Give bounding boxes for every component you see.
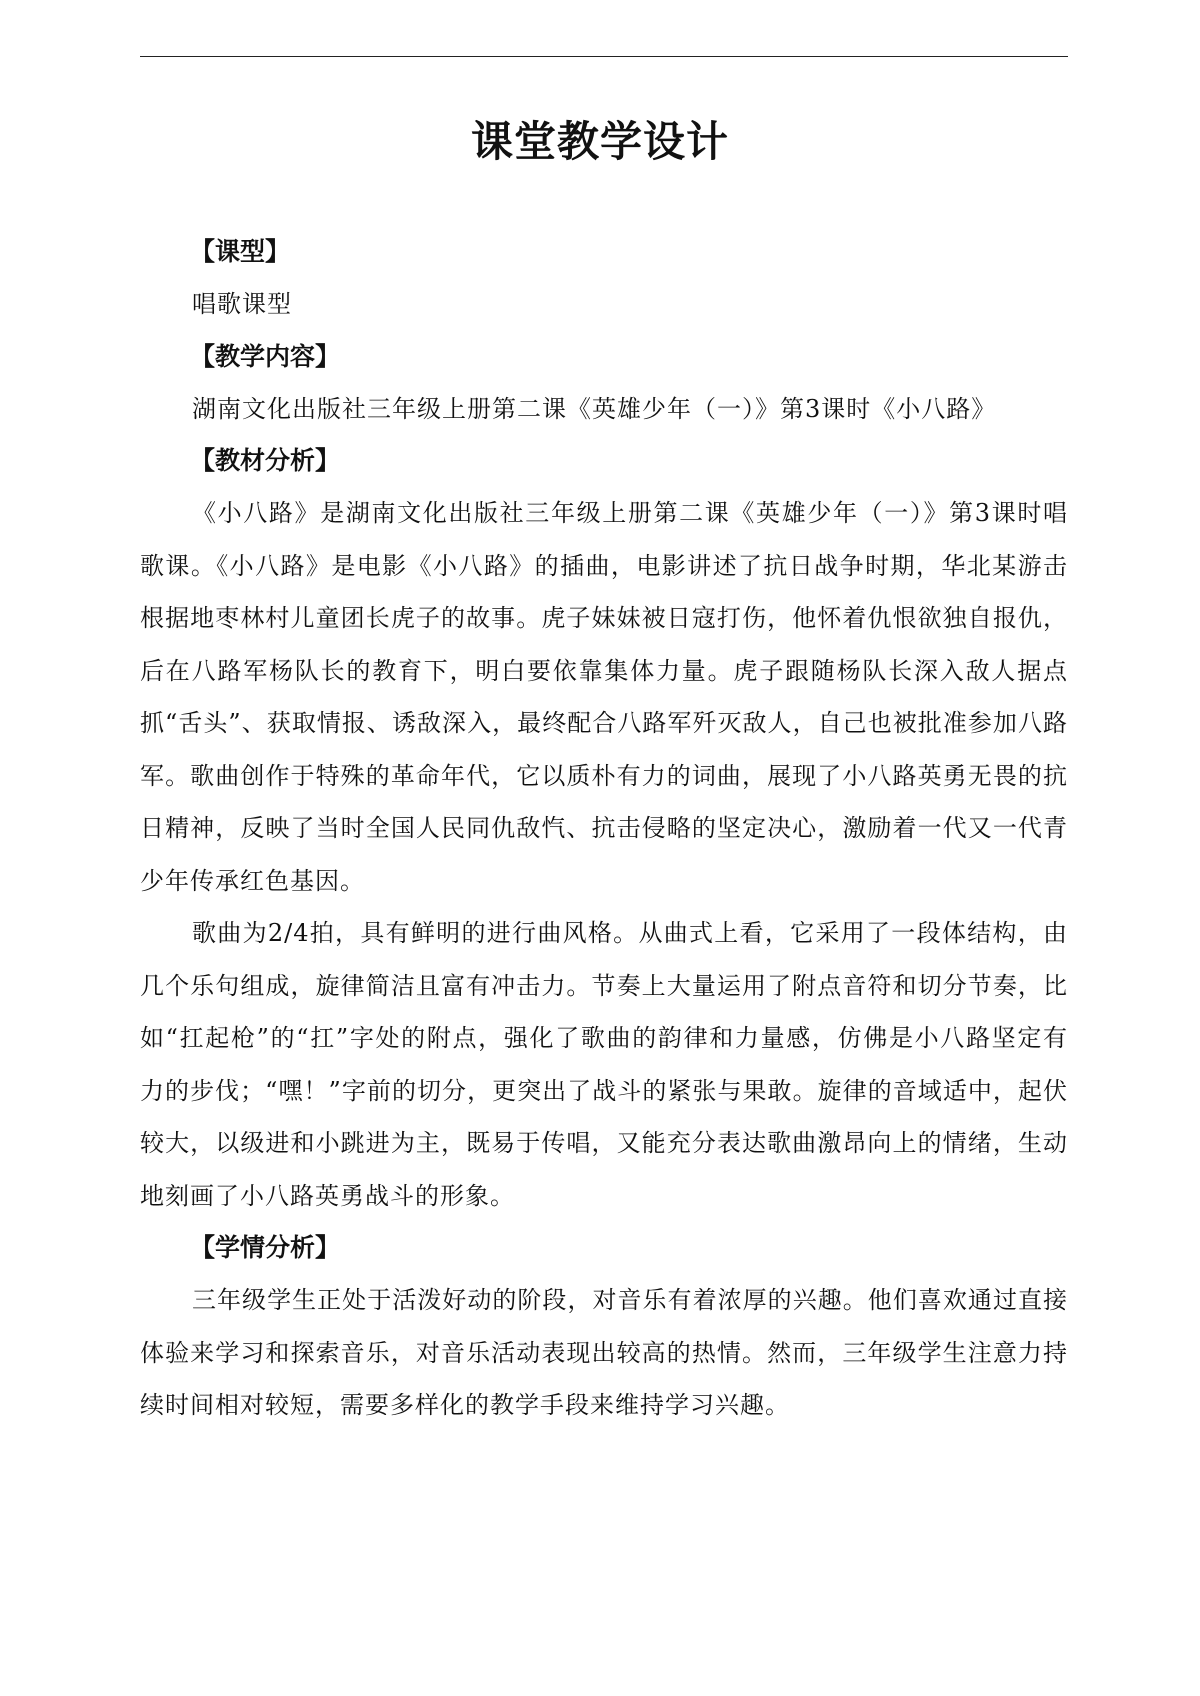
- section-heading: 【教材分析】: [190, 446, 341, 475]
- paragraph: 湖南文化出版社三年级上册第二课《英雄少年（一）》第3课时《小八路》: [192, 394, 997, 423]
- document-body: [140, 226, 1068, 1432]
- paragraph: 三年级学生正处于活泼好动的阶段，对音乐有着浓厚的兴趣。他们喜欢通过直接体验来学习和探索音乐，对音乐活动表现出较高的热情。然而，三年级学生注意力持续时间相对较短，需要多样化的教学手段来维持学习兴趣。: [140, 1286, 1068, 1419]
- section-heading: 【学情分析】: [190, 1233, 341, 1262]
- section-lesson-type: [140, 226, 1068, 331]
- section-teaching-content: [140, 331, 1068, 436]
- page-title: 课堂教学设计: [470, 117, 729, 166]
- paragraph: 歌曲为2/4拍，具有鲜明的进行曲风格。从曲式上看，它采用了一段体结构，由几个乐句组成，旋律简洁且富有冲击力。节奏上大量运用了附点音符和切分节奏，比如“扛起枪”的“扛”字处的附点，强化了歌曲的韵律和力量感，仿佛是小八路坚定有力的步伐；“嘿！”字前的切分，更突出了战斗的紧张与果敢。旋律的音域适中，起伏较大，以级进和小跳进为主，既易于传唱，又能充分表达歌曲激昂向上的情绪，生动地刻画了小八路英勇战斗的形象。: [140, 919, 1068, 1210]
- paragraph: 《小八路》是湖南文化出版社三年级上册第二课《英雄少年（一）》第3课时唱歌课。《小八路》是电影《小八路》的插曲，电影讲述了抗日战争时期，华北某游击根据地枣林村儿童团长虎子的故事。虎子妹妹被日寇打伤，他怀着仇恨欲独自报仇，后在八路军杨队长的教育下，明白要依靠集体力量。虎子跟随杨队长深入敌人据点抓“舌头”、获取情报、诱敌深入，最终配合八路军歼灭敌人，自己也被批准参加八路军。歌曲创作于特殊的革命年代，它以质朴有力的词曲，展现了小八路英勇无畏的抗日精神，反映了当时全国人民同仇敌忾、抗击侵略的坚定决心，激励着一代又一代青少年传承红色基因。: [140, 499, 1068, 895]
- section-heading: 【教学内容】: [190, 341, 341, 371]
- paragraph: 唱歌课型: [192, 290, 292, 318]
- section-learner-analysis: [140, 1222, 1068, 1432]
- section-material-analysis: [140, 435, 1068, 1222]
- header-rule: [140, 56, 1068, 57]
- section-heading: 【课型】: [190, 237, 291, 266]
